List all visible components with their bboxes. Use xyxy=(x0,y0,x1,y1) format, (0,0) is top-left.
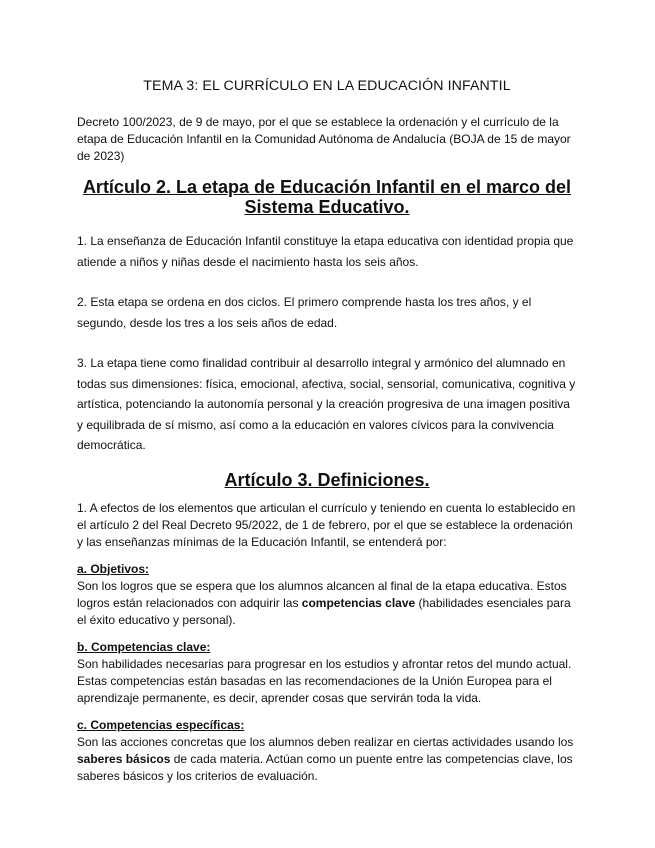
article-2-paragraph-2: 2. Esta etapa se ordena en dos ciclos. El primero comprende hasta los tres años, y el segundo, desde los tres a los seis años de edad. xyxy=(77,295,532,330)
article-3-intro: 1. A efectos de los elementos que articulan el currículo y teniendo en cuenta lo establecido en el artículo 2 del Real Decreto 95/2022, de 1 de febrero, por el que se establece la ordenación y las enseñanzas mínimas de la Educación Infantil, se entenderá por: xyxy=(77,500,576,549)
document-title: TEMA 3: EL CURRÍCULO EN LA EDUCACIÓN INFANTIL xyxy=(143,78,511,94)
definition-highlight: competencias clave xyxy=(301,595,416,610)
definition-text xyxy=(77,578,577,629)
definition-text: Son habilidades necesarias para progresar en los estudios y afrontar retos del mundo actual. Estas competencias están basadas en las recomendaciones de la Unión Europea para el aprendizaje permanente, es decir, aprender cosas que servirán toda la vida. xyxy=(77,656,572,705)
article-3-heading: Artículo 3. Definiciones. xyxy=(224,469,430,490)
definition-objetivos xyxy=(77,561,577,629)
definition-text-part: Son las acciones concretas que los alumnos deben realizar en ciertas actividades usando los xyxy=(77,734,574,749)
article-2-paragraph-1: 1. La enseñanza de Educación Infantil constituye la etapa educativa con identidad propia que atiende a niños y niñas desde el nacimiento hasta los seis años. xyxy=(77,234,574,269)
definition-competencias-clave xyxy=(77,639,577,707)
article-2-heading: Artículo 2. La etapa de Educación Infantil en el marco del Sistema Educativo. xyxy=(82,177,572,217)
definition-text-part: de cada materia. Actúan como un puente entre las competencias clave, los saberes básicos y los criterios de evaluación. xyxy=(77,751,573,783)
article-2-paragraph-3: 3. La etapa tiene como finalidad contribuir al desarrollo integral y armónico del alumnado en todas sus dimensiones: física, emocional, afectiva, social, sensorial, comunicativa, cognitiva y artística, potenciando la autonomía personal y la creación progresiva de una imagen positiva y equilibrada de sí mismo, así como a la educación en valores cívicos para la convivencia democrática. xyxy=(77,356,576,452)
definition-title: a. Objetivos: xyxy=(77,561,150,576)
definition-highlight: saberes básicos xyxy=(77,751,171,766)
definition-title: b. Competencias clave: xyxy=(77,639,211,654)
definition-text-part: Son los logros que se espera que los alumnos alcancen al final de la etapa educativa. Estos logros están relacionados con adquirir las xyxy=(77,578,567,610)
definition-title: c. Competencias específicas: xyxy=(77,717,245,732)
definition-text-part: (habilidades esenciales para el éxito educativo y personal). xyxy=(77,595,571,627)
definition-competencias-especificas xyxy=(77,717,577,785)
decree-reference: Decreto 100/2023, de 9 de mayo, por el que se establece la ordenación y el currículo de la etapa de Educación Infantil en la Comunidad Autónoma de Andalucía (BOJA de 15 de mayor de 2023) xyxy=(77,115,571,163)
definition-text xyxy=(77,734,577,785)
